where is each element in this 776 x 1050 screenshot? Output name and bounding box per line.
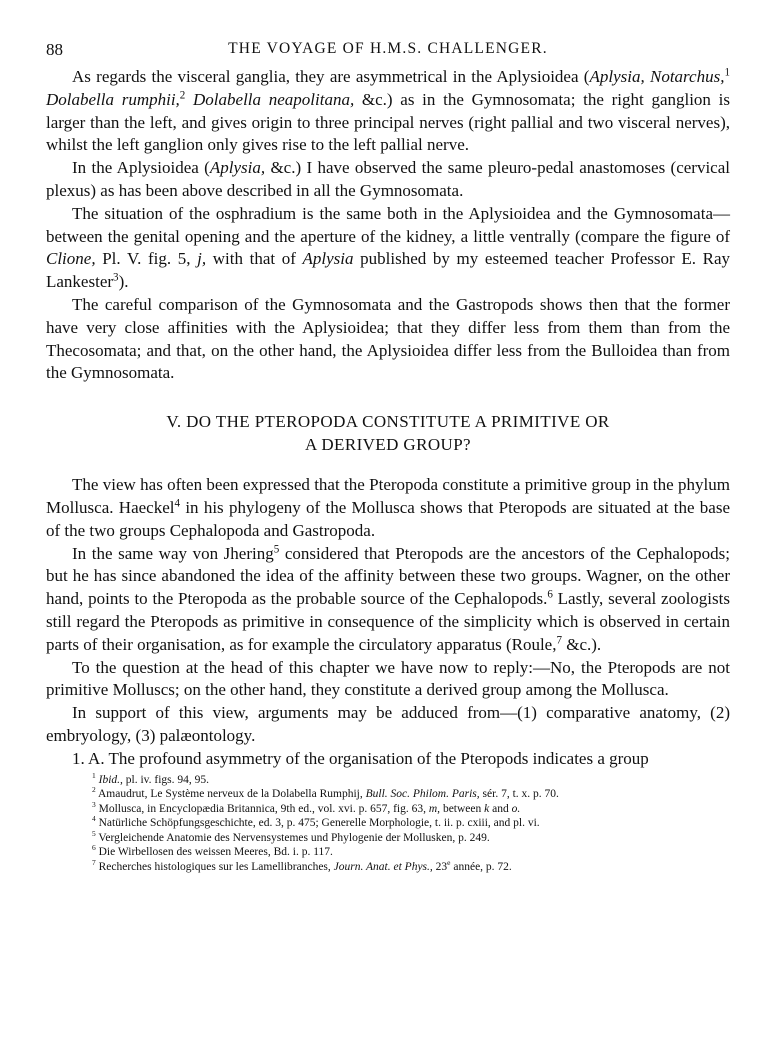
paragraph-asymmetry: 1. A. The profound asymmetry of the organisation of the Pteropods indicates a group [72, 748, 649, 768]
footnote-ref: 2 [179, 89, 186, 102]
footnotes [46, 770, 730, 875]
footnote: $^4$ Natürliche Schöpfungsgeschichte, ed. 3, p. 475; Generelle Morphologie, t. ii. p. cxiii, and pl. vi. [92, 814, 540, 830]
footnote: $^3$ Mollusca, in Encyclopædia Britannica, 9th ed., vol. xvi. p. 657, fig. 63, m, between k and o. [92, 799, 521, 815]
footnote: $^7$ Recherches histologiques sur les Lamellibranches, Journ. Anat. et Phys., 23e année, p. 72. [92, 858, 512, 874]
paragraph-primitive-view: The view has often been expressed that the Pteropoda constitute a primitive group in the phylum Mollusca. Haeckel$^4$ in his phylogeny of the Mollusca shows that Pteropods are situated at the base of the two groups Cephalopoda and Gastropoda. [46, 475, 731, 540]
footnote: $^5$ Vergleichende Anatomie des Nervensystemes und Phylogenie der Mollusken, p. 249. [92, 829, 490, 844]
footnote: $^1$ Ibid., pl. iv. figs. 94, 95. [92, 770, 210, 786]
taxon-name: Aplysia, [209, 158, 266, 178]
footnote: $^6$ Die Wirbellosen des weissen Meeres, Bd. i. p. 117. [92, 843, 333, 859]
footnote-ref: 5 [273, 542, 280, 555]
footnote-ref: 7 [556, 634, 562, 647]
taxon-name: Dolabella rumphii, [46, 89, 180, 109]
footnote-ref: 6 [547, 588, 553, 601]
paragraph-reply: To the question at the head of this chapter we have now to reply:—No, the Pteropods are not primitive Molluscs; on the other hand, they constitute a derived group among the Mollusca. [46, 657, 730, 700]
paragraph-cervical-plexus: In the Aplysioidea (Aplysia, &c.) I have observed the same pleuro-pedal anastomoses (cervical plexus) as has been above described in all the Gymnosomata. [46, 158, 730, 200]
footnote-ref: 1 [724, 66, 730, 79]
body-text [46, 66, 730, 771]
taxon-name: Aplysia [302, 249, 354, 269]
running-title: THE VOYAGE OF H.M.S. CHALLENGER. [228, 40, 548, 57]
section-heading: V. DO THE PTEROPODA CONSTITUTE A PRIMITIVE OR A DERIVED GROUP? [166, 412, 610, 455]
paragraph-visceral-ganglia: As regards the visceral ganglia, they are asymmetrical in the Aplysioidea (Aplysia, Notarchus,$^1$ Dolabella rumphii,$^2$ Dolabella neapolitana, &c.) as in the Gymnosomata; the right ganglion is larger than the left, and gives origin to three principal nerves (right pallial and two visceral nerves), whilst the left ganglion only gives rise to the left pallial nerve. [46, 66, 730, 155]
running-header [46, 40, 730, 66]
paragraph-osphradium: The situation of the osphradium is the same both in the Aplysioidea and the Gymnosomata—between the genital opening and the aperture of the kidney, a little ventrally (compare the figure of Clione, Pl. V. fig. 5, j, with that of Aplysia published by my esteemed teacher Professor E. Ray Lankester$^3$). [46, 203, 730, 292]
page-number: 88 [46, 40, 63, 59]
taxon-name: Aplysia, Notarchus, [589, 67, 725, 86]
paragraph-comparison: The careful comparison of the Gymnosomata and the Gastropods shows then that the former have very close affinities with the Aplysioidea; that they differ less from them than from the Thecosomata; and that, on the other hand, the Aplysioidea differ less from the Bulloidea than from the Gymnosomata. [46, 294, 730, 383]
taxon-name: Dolabella neapolitana, [185, 89, 355, 109]
footnote-ref: 4 [174, 497, 181, 510]
footnote: $^2$ Amaudrut, Le Système nerveux de la Dolabella Rumphij, Bull. Soc. Philom. Paris, sér. 7, t. x. p. 70. [92, 785, 559, 801]
paragraph-jhering: In the same way von Jhering$^5$ considered that Pteropods are the ancestors of the Cephalopods; but he has since abandoned the idea of the affinity between these two groups. Wagner, on the other hand, points to the Pteropoda as the probable source of the Cephalopods.$^6$ Lastly, several zoologists still regard the Pteropods as primitive in consequence of the simplicity which is observed in certain parts of their organisation, as for example the circulatory apparatus (Roule,$^7$ &c.). [46, 542, 730, 654]
page [46, 40, 730, 875]
taxon-name: Clione, [46, 249, 96, 269]
paragraph-arguments: In support of this view, arguments may be adduced from—(1) comparative anatomy, (2) embryology, (3) palæontology. [46, 703, 730, 745]
footnote-ref: 3 [113, 271, 119, 284]
